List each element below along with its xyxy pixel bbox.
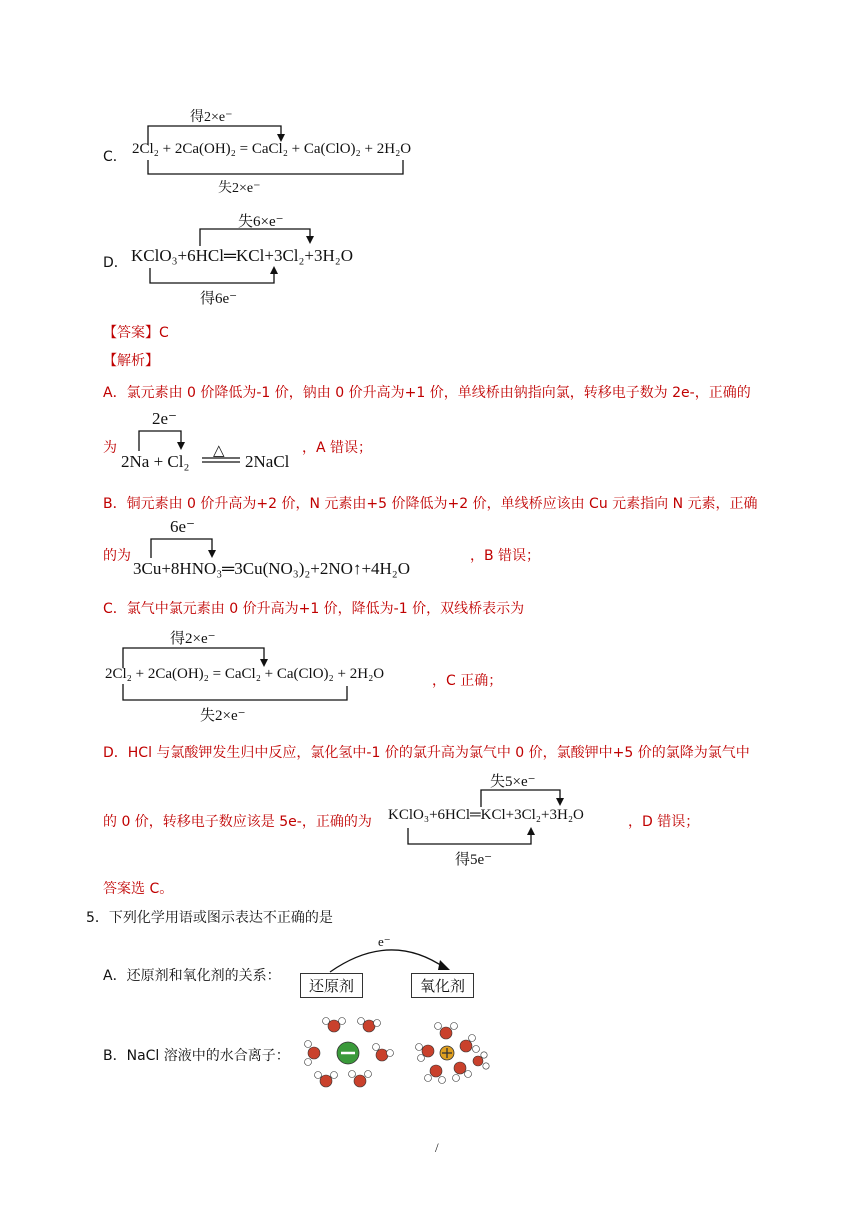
analysis-d-text-1: D．HCl 与氯酸钾发生归中反应，氯化氢中-1 价的氯升高为氯气中 0 价，氯酸钾中+5 价的氯降为氯气中 [103, 745, 750, 761]
water-molecule [473, 1052, 489, 1069]
water-molecule [435, 1023, 458, 1040]
analysis-c-verdict: ，C 正确； [432, 673, 503, 689]
option-d-loss-label: 失6×e⁻ [238, 214, 284, 230]
analysis-d-text-2: 的 0 价，转移电子数应该是 5e-，正确的为 [103, 814, 372, 830]
option-d-equation: KClO₃+6HCl═KCl+3Cl₂+3H₂O [131, 246, 353, 265]
option-c-loss-label: 失2×e⁻ [218, 181, 261, 196]
oxidant-box: 氧化剂 [411, 973, 474, 998]
hydrated-sodium-ion [406, 1016, 496, 1096]
analysis-c-loss-label: 失2×e⁻ [200, 708, 246, 724]
analysis-a-lhs: 2Na + Cl₂ [121, 452, 190, 471]
water-molecule [358, 1018, 381, 1033]
option-c-gain-label: 得2×e⁻ [190, 110, 233, 125]
analysis-c-equation: 2Cl₂ + 2Ca(OH)₂ = CaCl₂ + Ca(ClO)₂ + 2H₂O [105, 666, 385, 682]
analysis-a-text: A．氯元素由 0 价降低为-1 价，钠由 0 价升高为+1 价，单线桥由钠指向氯，转移电子数为 2e-，正确的 [103, 385, 751, 401]
analysis-d-equation: KClO₃+6HCl═KCl+3Cl₂+3H₂O [388, 807, 584, 823]
analysis-title: 【解析】 [103, 353, 159, 369]
question-5-option-a: A．还原剂和氧化剂的关系： [103, 968, 281, 984]
final-answer: 答案选 C。 [103, 881, 174, 897]
question-5-option-b: B．NaCl 溶液中的水合离子： [103, 1048, 290, 1064]
analysis-b-equation: 3Cu+8HNO₃═3Cu(NO₃)₂+2NO↑+4H₂O [133, 559, 411, 578]
analysis-c-gain-label: 得2×e⁻ [170, 631, 216, 647]
answer-line: 【答案】C [103, 325, 169, 341]
analysis-a-rhs: 2NaCl [245, 452, 290, 471]
hydrated-chloride-ion [298, 1013, 398, 1093]
analysis-a-verdict: ，A 错误； [302, 440, 373, 456]
water-molecule [460, 1035, 480, 1053]
electron-label: e⁻ [378, 934, 391, 949]
option-d-gain-label: 得6e⁻ [200, 291, 238, 307]
page-marker: / [435, 1140, 439, 1155]
option-c-label: C． [103, 149, 127, 165]
water-molecule [416, 1044, 435, 1062]
reductant-box: 还原剂 [300, 973, 363, 998]
analysis-c-text: C．氯气中氯元素由 0 价升高为+1 价，降低为-1 价，双线桥表示为 [103, 601, 525, 617]
analysis-b-verdict: ，B 错误； [470, 548, 541, 564]
chloride-ion [337, 1042, 359, 1064]
water-molecule [373, 1044, 394, 1062]
analysis-a-heat-symbol: △ [213, 443, 225, 459]
analysis-b-prefix: 的为 [103, 548, 131, 564]
analysis-b-text: B．铜元素由 0 价升高为+2 价，N 元素由+5 价降低为+2 价，单线桥应该由 Cu 元素指向 N 元素，正确 [103, 496, 758, 512]
water-molecule [349, 1071, 372, 1088]
analysis-a-electron: 2e⁻ [152, 409, 178, 428]
sodium-ion [440, 1046, 454, 1060]
option-c-equation: 2Cl₂ + 2Ca(OH)₂ = CaCl₂ + Ca(ClO)₂ + 2H₂O [132, 141, 412, 157]
analysis-b-electron: 6e⁻ [170, 517, 196, 536]
water-molecule [315, 1072, 338, 1088]
water-molecule [305, 1041, 321, 1066]
analysis-d-loss-label: 失5×e⁻ [490, 774, 536, 790]
analysis-d-verdict: ，D 错误； [628, 814, 700, 830]
analysis-d-gain-label: 得5e⁻ [455, 852, 493, 868]
question-5-stem: 5．下列化学用语或图示表达不正确的是 [86, 910, 333, 926]
analysis-a-prefix: 为 [103, 440, 117, 456]
water-molecule [453, 1062, 472, 1082]
water-molecule [323, 1018, 346, 1033]
option-d-label: D． [103, 255, 128, 271]
water-molecule [425, 1065, 446, 1084]
